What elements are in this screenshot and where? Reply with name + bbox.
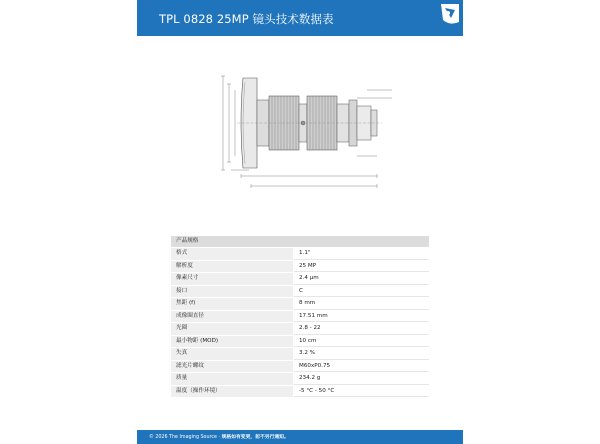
notice-text: 规格如有变更，恕不另行通知。 [221,435,289,440]
spec-label: 格式 [171,248,294,260]
spec-label: 质量 [171,373,294,385]
spec-value: 3.2 % [294,348,429,360]
page-title: TPL 0828 25MP 镜头技术数据表 [159,12,334,26]
company-logo-icon [435,0,463,30]
table-row [171,373,429,386]
spec-label: 接口 [171,286,294,298]
table-row [171,261,429,274]
spec-label: 温度（操作环境） [171,386,294,398]
spec-value: 25 MP [294,261,429,273]
table-row [171,386,429,399]
spec-value: 234.2 g [294,373,429,385]
table-row [171,336,429,349]
footer-bar [137,430,463,444]
table-row [171,323,429,336]
spec-value: 8 mm [294,298,429,310]
copyright-text: © 2026 The Imaging Source [149,435,217,440]
spec-label: 焦距 (f) [171,298,294,310]
spec-value: M60xP0.75 [294,361,429,373]
table-row [171,348,429,361]
spec-value: 10 cm [294,336,429,348]
footer-separator: · [218,435,221,440]
spec-value: 1.1" [294,248,429,260]
spec-label: 最小物距 (MOD) [171,336,294,348]
spec-value: 2.8 - 22 [294,323,429,335]
spec-value: 2.4 µm [294,273,429,285]
table-row [171,361,429,374]
spec-value: 17.51 mm [294,311,429,323]
spec-label: 滤光片螺纹 [171,361,294,373]
footer-text [149,433,289,440]
lens-dimension-drawing [217,70,397,190]
table-row [171,273,429,286]
spec-label: 失真 [171,348,294,360]
spec-label: 成像圈直径 [171,311,294,323]
table-row [171,248,429,261]
spec-label: 解析度 [171,261,294,273]
table-row [171,286,429,299]
spec-value: C [294,286,429,298]
table-row [171,298,429,311]
spec-value: -5 °C - 50 °C [294,386,429,398]
spec-label: 光圈 [171,323,294,335]
table-row [171,311,429,324]
spec-table [171,236,429,398]
spec-table-header: 产品规格 [171,236,429,248]
datasheet-page [137,0,463,444]
header-bar [137,0,463,36]
spec-label: 像素尺寸 [171,273,294,285]
